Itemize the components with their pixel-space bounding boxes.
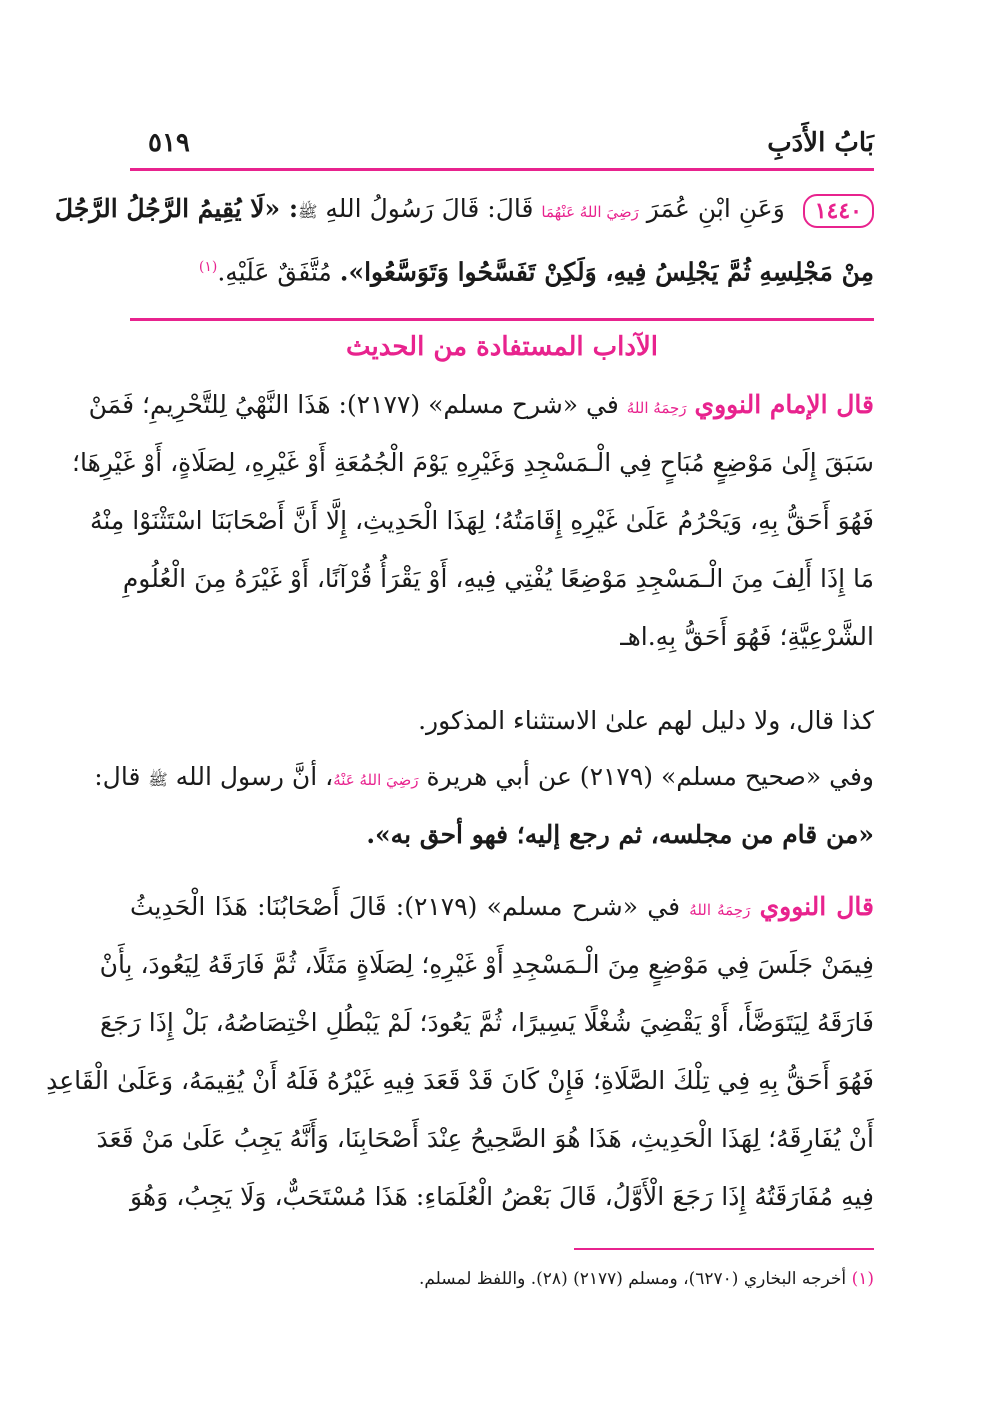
footnote-mark: (١): [851, 1269, 874, 1289]
hadith-line-2: [130, 238, 874, 296]
paragraph-line: فِيهِ مُفَارَقَتُهُ إِذَا رَجَعَ الْأَوَّلُ، قَالَ بَعْضُ الْعُلَمَاءِ: هَذَا مُسْتَحَبٌّ، وَلَا يَجِبُ، وَهُوَ: [130, 1182, 874, 1211]
hadith-intro: وَعَنِ ابْنِ عُمَرَ: [646, 194, 785, 223]
paragraph-line: سَبَقَ إِلَىٰ مَوْضِعٍ مُبَاحٍ فِي الْـمَسْجِدِ وَغَيْرِهِ يَوْمَ الْجُمُعَةِ أَوْ غَيْرِهِ، لِصَلَاةٍ، أَوْ غَيْرِهَا؛: [72, 448, 874, 477]
footnote-text: أخرجه البخاري (٦٢٧٠)، ومسلم (٢١٧٧) (٢٨). واللفظ لمسلم.: [418, 1269, 847, 1289]
salawat-symbol: ﷺ: [298, 202, 318, 221]
paragraph-line: فِيمَنْ جَلَسَ فِي مَوْضِعٍ مِنَ الْـمَسْجِدِ أَوْ غَيْرِهِ؛ لِصَلَاةٍ مَثَلًا، ثُمَّ فَارَقَهُ لِيَعُودَ، بِأَنْ: [99, 950, 874, 979]
commentary-text: في «شرح مسلم» (٢١٧٩): قَالَ أَصْحَابُنَا: هَذَا الْحَدِيثُ: [130, 892, 681, 921]
paragraph-line: فَهُوَ أَحَقُّ بِهِ فِي تِلْكَ الصَّلَاةِ؛ فَإِنْ كَانَ قَدْ قَعَدَ فِيهِ غَيْرُهُ فَلَهُ أَنْ يُقِيمَهُ، وَعَلَىٰ الْقَاعِدِ: [46, 1066, 874, 1095]
narration-qala: قال:: [94, 762, 141, 791]
honorific-radiya: رَضِيَ اللهُ عَنْهُمَا: [541, 203, 639, 221]
paragraph-line: [130, 878, 874, 936]
paragraph-line: كذا قال، ولا دليل لهم علىٰ الاستثناء المذكور.: [418, 706, 874, 735]
page-number: ٥١٩: [148, 128, 190, 158]
honorific-rahimahu: رَحِمَهُ اللهُ: [689, 901, 751, 919]
paragraph-line: فَهُوَ أَحَقُّ بِهِ، وَيَحْرُمُ عَلَىٰ غَيْرِهِ إِقَامَتُهُ؛ لِهَذَا الْحَدِيثِ، إِلَّا أَنَّ أَصْحَابَنَا اسْتَثْنَوْا مِنْهُ: [89, 506, 874, 535]
prophetic-quote: «من قام من مجلسه، ثم رجع إليه؛ فهو أحق به».: [366, 820, 874, 849]
speaker-name: قال النووي: [759, 892, 874, 921]
section-title: الآداب المستفادة من الحديث: [345, 332, 659, 362]
commentary-text: في «شرح مسلم» (٢١٧٧): هَذَا النَّهْيُ لِلتَّحْرِيمِ؛ فَمَنْ: [88, 390, 619, 419]
nawawi-commentary-2: [46, 878, 874, 1226]
paragraph-line: مَا إِذَا أَلِفَ مِنَ الْـمَسْجِدِ مَوْضِعًا يُفْتِي فِيهِ، أَوْ يَقْرَأُ قُرْآنًا، أَوْ غَيْرَهُ مِنَ الْعُلُومِ: [122, 564, 874, 593]
hadith-qala: قَالَ: قَالَ رَسُولُ اللهِ: [325, 194, 534, 223]
hadith-grading: مُتَّفَقٌ عَلَيْهِ.: [217, 257, 332, 287]
narration-text: ، أنَّ رسول الله: [175, 762, 334, 791]
section-divider: [130, 318, 874, 321]
footnote: [130, 1262, 874, 1296]
muslim-narration: [94, 748, 874, 864]
footnote-ref[interactable]: (١): [198, 259, 218, 275]
nawawi-commentary-1: [72, 376, 874, 666]
hadith-quote-start: : «لَا يُقِيمُ الرَّجُلُ الرَّجُلَ: [54, 194, 299, 223]
paragraph-line: فَارَقَهُ لِيَتَوَضَّأَ، أَوْ يَقْضِيَ شُغْلًا يَسِيرًا، ثُمَّ يَعُودَ؛ لَمْ يَبْطُلِ اخْتِصَاصُهُ، بَلْ إِذَا رَجَعَ: [99, 1008, 874, 1037]
salawat-symbol: ﷺ: [148, 770, 168, 789]
hadith-quote-end: مِنْ مَجْلِسِهِ ثُمَّ يَجْلِسُ فِيهِ، وَلَكِنْ تَفَسَّحُوا وَتَوَسَّعُوا».: [339, 257, 874, 287]
speaker-name: قال الإمام النووي: [694, 390, 874, 419]
narration-source: وفي «صحيح مسلم» (٢١٧٩) عن أبي هريرة: [426, 762, 874, 791]
chapter-title: بَابُ الأَدَبِ: [767, 128, 874, 158]
hadith-line-1: [54, 180, 874, 238]
paragraph-line: الشَّرْعِيَّةِ؛ فَهُوَ أَحَقُّ بِهِ.اهـ: [620, 622, 874, 651]
hadith-number-badge: ١٤٤٠: [803, 194, 874, 228]
paragraph-line: أَنْ يُفَارِقَهُ؛ لِهَذَا الْحَدِيثِ، هَذَا هُوَ الصَّحِيحُ عِنْدَ أَصْحَابِنَا، وَأَنَّهُ يَجِبُ عَلَىٰ مَنْ قَعَدَ: [96, 1124, 874, 1153]
paragraph-line: [94, 748, 874, 806]
hadith-block: [54, 180, 874, 296]
running-header: [130, 128, 874, 168]
honorific-radiya: رَضِيَ اللهُ عَنْهُ: [333, 771, 419, 789]
footnote-divider: [574, 1248, 874, 1250]
paragraph-line: [88, 376, 874, 434]
author-remark: [130, 692, 874, 750]
honorific-rahimahu: رَحِمَهُ اللهُ: [626, 399, 687, 417]
header-divider: [130, 168, 874, 171]
